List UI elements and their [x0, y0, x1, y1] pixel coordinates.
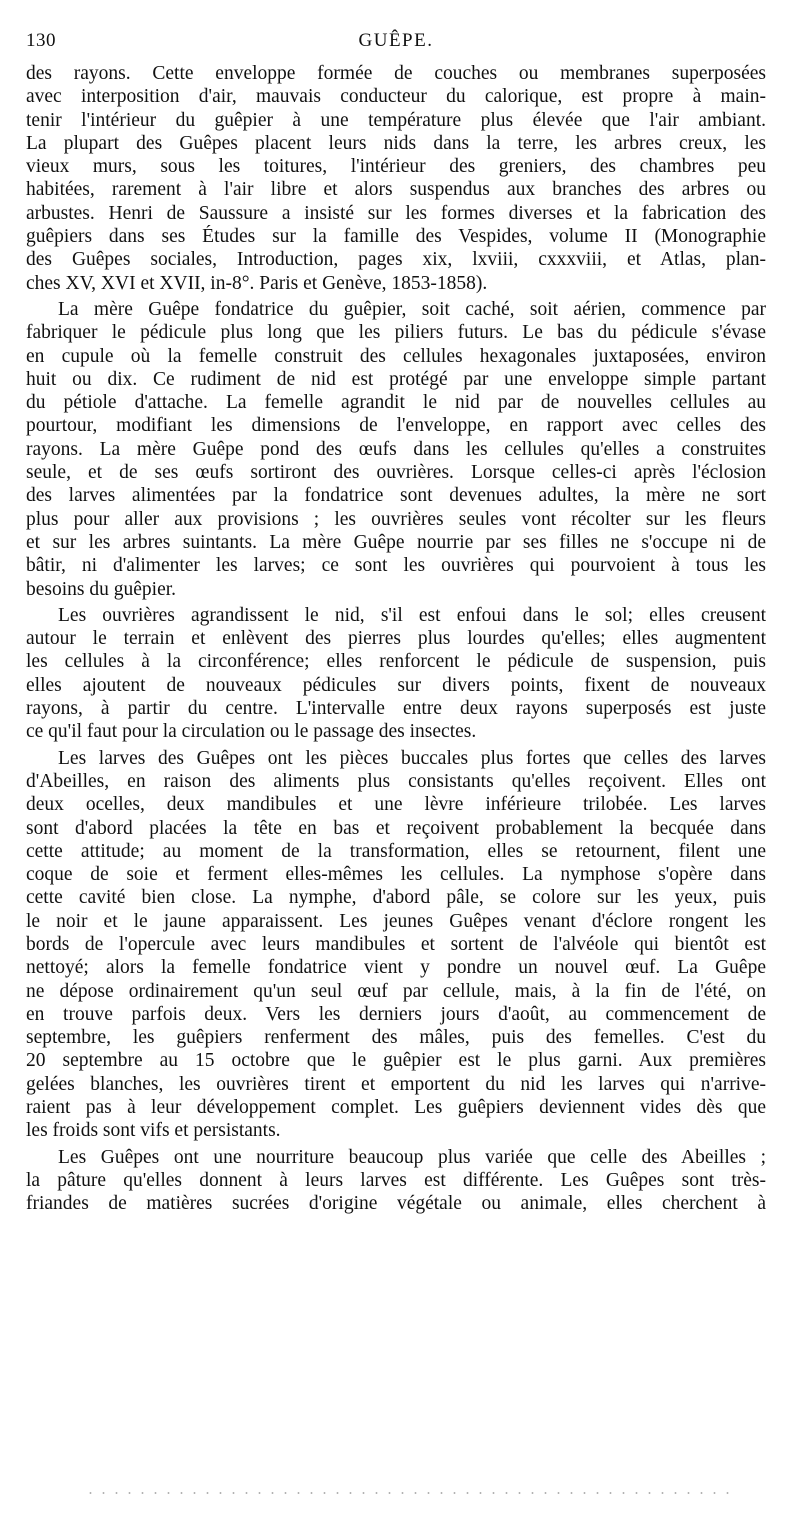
text-line: guêpiers dans ses Études sur la famille des Vespides, volume II (Monographie: [26, 226, 766, 248]
text-line: coque de soie et ferment elles-mêmes les cellules. La nymphose s'opère dans: [26, 864, 766, 886]
paragraph-start-line: Les Guêpes ont une nourriture beaucoup plus variée que celle des Abeilles ;: [58, 1146, 766, 1168]
paragraph-start-line: La mère Guêpe fondatrice du guêpier, soit caché, soit aérien, commence par: [58, 298, 766, 320]
text-line: elles ajoutent de nouveaux pédicules sur divers points, fixent de nouveaux: [26, 674, 766, 696]
page-header: [26, 30, 766, 54]
text-line: sont d'abord placées la tête en bas et reçoivent probablement la becquée dans: [26, 817, 766, 839]
text-line: arbustes. Henri de Saussure a insisté sur les formes diverses et la fabrication des: [26, 202, 766, 224]
text-line: cette cavité bien close. La nymphe, d'abord pâle, se colore sur les yeux, puis: [26, 887, 766, 909]
text-line: gelées blanches, les ouvrières tirent et emportent du nid les larves qui n'arrive-: [26, 1073, 766, 1095]
paragraph-start-line: Les larves des Guêpes ont les pièces buccales plus fortes que celles des larves: [58, 747, 766, 769]
text-line: les cellules à la circonférence; elles renforcent le pédicule de suspension, puis: [26, 651, 766, 673]
text-line: des larves alimentées par la fondatrice sont devenues adultes, la mère ne sort: [26, 485, 766, 507]
text-line: habitées, rarement à l'air libre et alors suspendus aux branches des arbres ou: [26, 179, 766, 201]
text-line: huit ou dix. Ce rudiment de nid est protégé par une enveloppe simple partant: [26, 368, 766, 390]
text-line: pourtour, modifiant les dimensions de l'enveloppe, en rapport avec celles des: [26, 415, 766, 437]
text-line: avec interposition d'air, mauvais conducteur du calorique, est propre à main-: [26, 86, 766, 108]
paragraph-start-line: Les ouvrières agrandissent le nid, s'il est enfoui dans le sol; elles creusent: [58, 604, 766, 626]
text-line: deux ocelles, deux mandibules et une lèvre inférieure trilobée. Les larves: [26, 794, 766, 816]
text-line: cette attitude; au moment de la transformation, elles se retournent, filent une: [26, 840, 766, 862]
text-line: ce qu'il faut pour la circulation ou le passage des insectes.: [26, 721, 477, 743]
faint-scan-mark: [84, 1492, 730, 1494]
page-number: 130: [26, 30, 56, 51]
text-line: autour le terrain et enlèvent des pierres plus lourdes qu'elles; elles augmentent: [26, 628, 766, 650]
body-text: [26, 62, 766, 1216]
text-line: et sur les arbres suintants. La mère Guêpe nourrie par ses filles ne s'occupe ni de: [26, 531, 766, 553]
text-line: nettoyé; alors la femelle fondatrice vient y pondre un nouvel œuf. La Guêpe: [26, 957, 766, 979]
text-line: en trouve parfois deux. Vers les derniers jours d'août, au commencement de: [26, 1003, 766, 1025]
text-line: du pétiole d'attache. La femelle agrandit le nid par de nouvelles cellules au: [26, 392, 766, 414]
text-line: la pâture qu'elles donnent à leurs larves est différente. Les Guêpes sont très-: [26, 1169, 766, 1191]
text-line: friandes de matières sucrées d'origine végétale ou animale, elles cherchent à: [26, 1193, 766, 1215]
text-line: rayons, à partir du centre. L'intervalle entre deux rayons superposés est juste: [26, 698, 766, 720]
text-line: ches XV, XVI et XVII, in-8°. Paris et Genève, 1853-1858).: [26, 272, 488, 294]
text-line: fabriquer le pédicule plus long que les piliers futurs. Le bas du pédicule s'évase: [26, 322, 766, 344]
text-line: vieux murs, sous les toitures, l'intérieur des greniers, des chambres peu: [26, 156, 766, 178]
text-line: d'Abeilles, en raison des aliments plus consistants qu'elles reçoivent. Elles ont: [26, 770, 766, 792]
text-line: bâtir, ni d'alimenter les larves; ce sont les ouvrières qui pourvoient à tous les: [26, 555, 766, 577]
text-line: raient pas à leur développement complet. Les guêpiers deviennent vides dès que: [26, 1097, 766, 1119]
text-line: bords de l'opercule avec leurs mandibules et sortent de l'alvéole qui bientôt est: [26, 933, 766, 955]
text-line: La plupart des Guêpes placent leurs nids dans la terre, les arbres creux, les: [26, 132, 766, 154]
text-line: en cupule où la femelle construit des cellules hexagonales juxtaposées, environ: [26, 345, 766, 367]
text-line: 20 septembre au 15 octobre que le guêpier est le plus garni. Aux premières: [26, 1050, 766, 1072]
text-line: des Guêpes sociales, Introduction, pages xix, lxviii, cxxxviii, et Atlas, plan-: [26, 249, 766, 271]
text-line: besoins du guêpier.: [26, 578, 177, 600]
text-line: des rayons. Cette enveloppe formée de couches ou membranes superposées: [26, 63, 766, 84]
text-line: tenir l'intérieur du guêpier à une température plus élevée que l'air ambiant.: [26, 109, 766, 131]
text-line: ne dépose ordinairement qu'un seul œuf par cellule, mais, à la fin de l'été, on: [26, 980, 766, 1002]
text-line: seule, et de ses œufs sortiront des ouvrières. Lorsque celles-ci après l'éclosion: [26, 462, 766, 484]
text-line: le noir et le jaune apparaissent. Les jeunes Guêpes venant d'éclore rongent les: [26, 910, 766, 932]
text-line: plus pour aller aux provisions ; les ouvrières seules vont récolter sur les fleurs: [26, 508, 766, 530]
text-line: les froids sont vifs et persistants.: [26, 1120, 281, 1142]
running-title: GUÊPE.: [358, 30, 434, 51]
text-line: septembre, les guêpiers renferment des mâles, puis des femelles. C'est du: [26, 1027, 766, 1049]
text-line: rayons. La mère Guêpe pond des œufs dans les cellules qu'elles a construites: [26, 438, 766, 460]
